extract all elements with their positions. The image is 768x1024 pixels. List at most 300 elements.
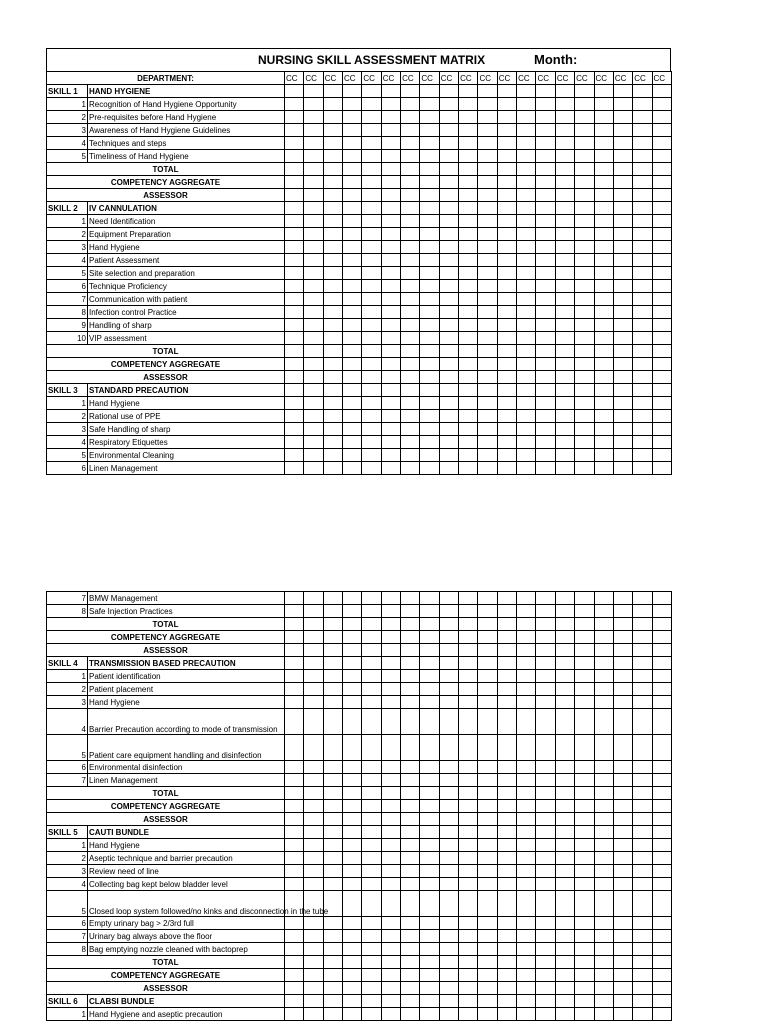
score-cell[interactable] — [304, 293, 323, 306]
score-cell[interactable] — [652, 410, 671, 423]
score-cell[interactable] — [304, 761, 323, 774]
score-cell[interactable] — [362, 358, 381, 371]
score-cell[interactable] — [613, 449, 632, 462]
score-cell[interactable] — [381, 813, 400, 826]
score-cell[interactable] — [555, 813, 574, 826]
score-cell[interactable] — [401, 826, 420, 839]
score-cell[interactable] — [633, 423, 652, 436]
score-cell[interactable] — [285, 969, 304, 982]
score-cell[interactable] — [633, 969, 652, 982]
score-cell[interactable] — [285, 644, 304, 657]
score-cell[interactable] — [575, 371, 594, 384]
score-cell[interactable] — [652, 124, 671, 137]
score-cell[interactable] — [497, 397, 516, 410]
score-cell[interactable] — [594, 345, 613, 358]
score-cell[interactable] — [420, 280, 439, 293]
score-cell[interactable] — [555, 449, 574, 462]
score-cell[interactable] — [478, 709, 497, 735]
score-cell[interactable] — [536, 111, 555, 124]
score-cell[interactable] — [555, 215, 574, 228]
score-cell[interactable] — [594, 670, 613, 683]
score-cell[interactable] — [439, 241, 458, 254]
score-cell[interactable] — [420, 124, 439, 137]
score-cell[interactable] — [323, 189, 342, 202]
score-cell[interactable] — [536, 397, 555, 410]
score-cell[interactable] — [420, 709, 439, 735]
score-cell[interactable] — [401, 345, 420, 358]
score-cell[interactable] — [594, 657, 613, 670]
score-cell[interactable] — [362, 592, 381, 605]
score-cell[interactable] — [575, 384, 594, 397]
score-cell[interactable] — [594, 137, 613, 150]
score-cell[interactable] — [381, 436, 400, 449]
score-cell[interactable] — [323, 150, 342, 163]
score-cell[interactable] — [401, 670, 420, 683]
score-cell[interactable] — [613, 137, 632, 150]
score-cell[interactable] — [381, 670, 400, 683]
score-cell[interactable] — [536, 215, 555, 228]
score-cell[interactable] — [517, 605, 536, 618]
score-cell[interactable] — [459, 735, 478, 761]
score-cell[interactable] — [478, 761, 497, 774]
score-cell[interactable] — [594, 332, 613, 345]
score-cell[interactable] — [517, 1008, 536, 1021]
score-cell[interactable] — [575, 332, 594, 345]
score-cell[interactable] — [323, 813, 342, 826]
score-cell[interactable] — [401, 657, 420, 670]
score-cell[interactable] — [323, 826, 342, 839]
score-cell[interactable] — [420, 670, 439, 683]
score-cell[interactable] — [652, 644, 671, 657]
score-cell[interactable] — [497, 852, 516, 865]
score-cell[interactable] — [285, 410, 304, 423]
score-cell[interactable] — [381, 735, 400, 761]
score-cell[interactable] — [478, 85, 497, 98]
score-cell[interactable] — [439, 267, 458, 280]
score-cell[interactable] — [517, 241, 536, 254]
score-cell[interactable] — [362, 813, 381, 826]
score-cell[interactable] — [652, 813, 671, 826]
score-cell[interactable] — [323, 995, 342, 1008]
score-cell[interactable] — [594, 293, 613, 306]
score-cell[interactable] — [633, 657, 652, 670]
score-cell[interactable] — [613, 878, 632, 891]
score-cell[interactable] — [401, 800, 420, 813]
score-cell[interactable] — [401, 163, 420, 176]
score-cell[interactable] — [633, 397, 652, 410]
score-cell[interactable] — [575, 449, 594, 462]
score-cell[interactable] — [536, 956, 555, 969]
score-cell[interactable] — [555, 371, 574, 384]
score-cell[interactable] — [285, 930, 304, 943]
score-cell[interactable] — [594, 917, 613, 930]
score-cell[interactable] — [478, 332, 497, 345]
score-cell[interactable] — [575, 592, 594, 605]
score-cell[interactable] — [323, 761, 342, 774]
score-cell[interactable] — [555, 891, 574, 917]
score-cell[interactable] — [594, 631, 613, 644]
score-cell[interactable] — [478, 969, 497, 982]
score-cell[interactable] — [555, 189, 574, 202]
score-cell[interactable] — [323, 631, 342, 644]
score-cell[interactable] — [652, 85, 671, 98]
score-cell[interactable] — [517, 930, 536, 943]
score-cell[interactable] — [613, 683, 632, 696]
score-cell[interactable] — [575, 644, 594, 657]
score-cell[interactable] — [555, 774, 574, 787]
score-cell[interactable] — [439, 124, 458, 137]
score-cell[interactable] — [401, 917, 420, 930]
score-cell[interactable] — [497, 176, 516, 189]
score-cell[interactable] — [285, 98, 304, 111]
score-cell[interactable] — [652, 280, 671, 293]
score-cell[interactable] — [497, 696, 516, 709]
score-cell[interactable] — [594, 761, 613, 774]
score-cell[interactable] — [401, 449, 420, 462]
score-cell[interactable] — [439, 995, 458, 1008]
score-cell[interactable] — [478, 397, 497, 410]
score-cell[interactable] — [594, 943, 613, 956]
score-cell[interactable] — [555, 917, 574, 930]
score-cell[interactable] — [633, 319, 652, 332]
score-cell[interactable] — [381, 1008, 400, 1021]
score-cell[interactable] — [459, 852, 478, 865]
score-cell[interactable] — [362, 254, 381, 267]
score-cell[interactable] — [362, 709, 381, 735]
score-cell[interactable] — [401, 735, 420, 761]
score-cell[interactable] — [594, 85, 613, 98]
score-cell[interactable] — [420, 1008, 439, 1021]
score-cell[interactable] — [536, 176, 555, 189]
score-cell[interactable] — [594, 787, 613, 800]
score-cell[interactable] — [343, 618, 362, 631]
score-cell[interactable] — [497, 800, 516, 813]
score-cell[interactable] — [362, 735, 381, 761]
score-cell[interactable] — [517, 761, 536, 774]
score-cell[interactable] — [459, 592, 478, 605]
score-cell[interactable] — [362, 774, 381, 787]
score-cell[interactable] — [285, 449, 304, 462]
score-cell[interactable] — [594, 150, 613, 163]
score-cell[interactable] — [575, 891, 594, 917]
score-cell[interactable] — [362, 761, 381, 774]
score-cell[interactable] — [459, 605, 478, 618]
score-cell[interactable] — [420, 306, 439, 319]
score-cell[interactable] — [517, 423, 536, 436]
score-cell[interactable] — [304, 124, 323, 137]
score-cell[interactable] — [555, 85, 574, 98]
score-cell[interactable] — [575, 358, 594, 371]
score-cell[interactable] — [459, 982, 478, 995]
score-cell[interactable] — [381, 618, 400, 631]
score-cell[interactable] — [285, 657, 304, 670]
score-cell[interactable] — [555, 800, 574, 813]
score-cell[interactable] — [517, 332, 536, 345]
score-cell[interactable] — [478, 137, 497, 150]
score-cell[interactable] — [555, 98, 574, 111]
score-cell[interactable] — [381, 644, 400, 657]
score-cell[interactable] — [536, 865, 555, 878]
score-cell[interactable] — [362, 670, 381, 683]
score-cell[interactable] — [652, 787, 671, 800]
score-cell[interactable] — [420, 813, 439, 826]
score-cell[interactable] — [536, 800, 555, 813]
score-cell[interactable] — [613, 358, 632, 371]
score-cell[interactable] — [478, 657, 497, 670]
score-cell[interactable] — [381, 930, 400, 943]
score-cell[interactable] — [517, 410, 536, 423]
score-cell[interactable] — [575, 280, 594, 293]
score-cell[interactable] — [343, 774, 362, 787]
score-cell[interactable] — [652, 761, 671, 774]
score-cell[interactable] — [381, 462, 400, 475]
score-cell[interactable] — [323, 696, 342, 709]
score-cell[interactable] — [497, 98, 516, 111]
score-cell[interactable] — [323, 215, 342, 228]
score-cell[interactable] — [536, 228, 555, 241]
score-cell[interactable] — [420, 761, 439, 774]
score-cell[interactable] — [439, 215, 458, 228]
score-cell[interactable] — [343, 449, 362, 462]
score-cell[interactable] — [613, 761, 632, 774]
score-cell[interactable] — [439, 774, 458, 787]
score-cell[interactable] — [555, 761, 574, 774]
score-cell[interactable] — [555, 592, 574, 605]
score-cell[interactable] — [381, 423, 400, 436]
score-cell[interactable] — [362, 371, 381, 384]
score-cell[interactable] — [497, 384, 516, 397]
score-cell[interactable] — [613, 852, 632, 865]
score-cell[interactable] — [439, 956, 458, 969]
score-cell[interactable] — [555, 345, 574, 358]
score-cell[interactable] — [439, 878, 458, 891]
score-cell[interactable] — [304, 735, 323, 761]
score-cell[interactable] — [613, 280, 632, 293]
score-cell[interactable] — [633, 696, 652, 709]
score-cell[interactable] — [304, 943, 323, 956]
score-cell[interactable] — [304, 709, 323, 735]
score-cell[interactable] — [381, 449, 400, 462]
score-cell[interactable] — [613, 813, 632, 826]
score-cell[interactable] — [517, 189, 536, 202]
score-cell[interactable] — [420, 956, 439, 969]
score-cell[interactable] — [497, 1008, 516, 1021]
score-cell[interactable] — [652, 332, 671, 345]
score-cell[interactable] — [381, 826, 400, 839]
score-cell[interactable] — [439, 657, 458, 670]
score-cell[interactable] — [323, 969, 342, 982]
score-cell[interactable] — [536, 449, 555, 462]
score-cell[interactable] — [478, 631, 497, 644]
score-cell[interactable] — [478, 202, 497, 215]
score-cell[interactable] — [555, 865, 574, 878]
score-cell[interactable] — [633, 137, 652, 150]
score-cell[interactable] — [652, 254, 671, 267]
score-cell[interactable] — [362, 228, 381, 241]
score-cell[interactable] — [497, 215, 516, 228]
score-cell[interactable] — [343, 397, 362, 410]
score-cell[interactable] — [517, 670, 536, 683]
score-cell[interactable] — [381, 787, 400, 800]
score-cell[interactable] — [420, 228, 439, 241]
score-cell[interactable] — [401, 852, 420, 865]
score-cell[interactable] — [401, 306, 420, 319]
score-cell[interactable] — [613, 189, 632, 202]
score-cell[interactable] — [536, 787, 555, 800]
score-cell[interactable] — [343, 787, 362, 800]
score-cell[interactable] — [401, 644, 420, 657]
score-cell[interactable] — [459, 839, 478, 852]
score-cell[interactable] — [594, 306, 613, 319]
score-cell[interactable] — [459, 397, 478, 410]
score-cell[interactable] — [323, 332, 342, 345]
score-cell[interactable] — [459, 228, 478, 241]
score-cell[interactable] — [652, 111, 671, 124]
score-cell[interactable] — [459, 332, 478, 345]
score-cell[interactable] — [401, 137, 420, 150]
score-cell[interactable] — [517, 449, 536, 462]
score-cell[interactable] — [401, 397, 420, 410]
score-cell[interactable] — [362, 644, 381, 657]
score-cell[interactable] — [555, 293, 574, 306]
score-cell[interactable] — [594, 267, 613, 280]
score-cell[interactable] — [517, 111, 536, 124]
score-cell[interactable] — [497, 761, 516, 774]
score-cell[interactable] — [575, 943, 594, 956]
score-cell[interactable] — [323, 124, 342, 137]
score-cell[interactable] — [381, 384, 400, 397]
score-cell[interactable] — [633, 384, 652, 397]
score-cell[interactable] — [594, 839, 613, 852]
score-cell[interactable] — [285, 943, 304, 956]
score-cell[interactable] — [517, 124, 536, 137]
score-cell[interactable] — [459, 878, 478, 891]
score-cell[interactable] — [459, 319, 478, 332]
score-cell[interactable] — [594, 774, 613, 787]
score-cell[interactable] — [285, 774, 304, 787]
score-cell[interactable] — [536, 163, 555, 176]
score-cell[interactable] — [633, 878, 652, 891]
score-cell[interactable] — [555, 436, 574, 449]
score-cell[interactable] — [575, 774, 594, 787]
score-cell[interactable] — [652, 605, 671, 618]
score-cell[interactable] — [343, 1008, 362, 1021]
score-cell[interactable] — [439, 761, 458, 774]
score-cell[interactable] — [575, 241, 594, 254]
score-cell[interactable] — [362, 267, 381, 280]
score-cell[interactable] — [381, 657, 400, 670]
score-cell[interactable] — [555, 280, 574, 293]
score-cell[interactable] — [497, 267, 516, 280]
score-cell[interactable] — [517, 787, 536, 800]
score-cell[interactable] — [536, 358, 555, 371]
score-cell[interactable] — [285, 826, 304, 839]
score-cell[interactable] — [536, 124, 555, 137]
score-cell[interactable] — [420, 605, 439, 618]
score-cell[interactable] — [381, 85, 400, 98]
score-cell[interactable] — [323, 345, 342, 358]
score-cell[interactable] — [594, 319, 613, 332]
score-cell[interactable] — [517, 969, 536, 982]
score-cell[interactable] — [323, 241, 342, 254]
score-cell[interactable] — [343, 995, 362, 1008]
score-cell[interactable] — [555, 228, 574, 241]
score-cell[interactable] — [381, 306, 400, 319]
score-cell[interactable] — [575, 319, 594, 332]
score-cell[interactable] — [517, 215, 536, 228]
score-cell[interactable] — [633, 228, 652, 241]
score-cell[interactable] — [381, 332, 400, 345]
score-cell[interactable] — [362, 943, 381, 956]
score-cell[interactable] — [323, 839, 342, 852]
score-cell[interactable] — [575, 423, 594, 436]
score-cell[interactable] — [304, 189, 323, 202]
score-cell[interactable] — [575, 85, 594, 98]
score-cell[interactable] — [401, 124, 420, 137]
score-cell[interactable] — [381, 592, 400, 605]
score-cell[interactable] — [362, 215, 381, 228]
score-cell[interactable] — [633, 605, 652, 618]
score-cell[interactable] — [304, 215, 323, 228]
score-cell[interactable] — [323, 280, 342, 293]
score-cell[interactable] — [459, 215, 478, 228]
score-cell[interactable] — [420, 683, 439, 696]
score-cell[interactable] — [613, 839, 632, 852]
score-cell[interactable] — [362, 878, 381, 891]
score-cell[interactable] — [401, 683, 420, 696]
score-cell[interactable] — [420, 592, 439, 605]
score-cell[interactable] — [323, 293, 342, 306]
score-cell[interactable] — [575, 202, 594, 215]
score-cell[interactable] — [575, 137, 594, 150]
score-cell[interactable] — [343, 85, 362, 98]
score-cell[interactable] — [497, 995, 516, 1008]
score-cell[interactable] — [536, 98, 555, 111]
score-cell[interactable] — [517, 397, 536, 410]
score-cell[interactable] — [343, 111, 362, 124]
score-cell[interactable] — [497, 813, 516, 826]
score-cell[interactable] — [304, 969, 323, 982]
score-cell[interactable] — [652, 826, 671, 839]
score-cell[interactable] — [420, 371, 439, 384]
score-cell[interactable] — [459, 345, 478, 358]
score-cell[interactable] — [613, 410, 632, 423]
score-cell[interactable] — [381, 969, 400, 982]
score-cell[interactable] — [633, 1008, 652, 1021]
score-cell[interactable] — [459, 826, 478, 839]
score-cell[interactable] — [381, 176, 400, 189]
score-cell[interactable] — [343, 332, 362, 345]
score-cell[interactable] — [381, 319, 400, 332]
score-cell[interactable] — [343, 189, 362, 202]
score-cell[interactable] — [613, 969, 632, 982]
score-cell[interactable] — [401, 813, 420, 826]
score-cell[interactable] — [613, 787, 632, 800]
score-cell[interactable] — [497, 280, 516, 293]
score-cell[interactable] — [652, 215, 671, 228]
score-cell[interactable] — [652, 696, 671, 709]
score-cell[interactable] — [517, 293, 536, 306]
score-cell[interactable] — [613, 644, 632, 657]
score-cell[interactable] — [613, 774, 632, 787]
score-cell[interactable] — [517, 98, 536, 111]
score-cell[interactable] — [555, 111, 574, 124]
score-cell[interactable] — [285, 176, 304, 189]
score-cell[interactable] — [555, 241, 574, 254]
score-cell[interactable] — [478, 696, 497, 709]
score-cell[interactable] — [323, 397, 342, 410]
score-cell[interactable] — [420, 891, 439, 917]
